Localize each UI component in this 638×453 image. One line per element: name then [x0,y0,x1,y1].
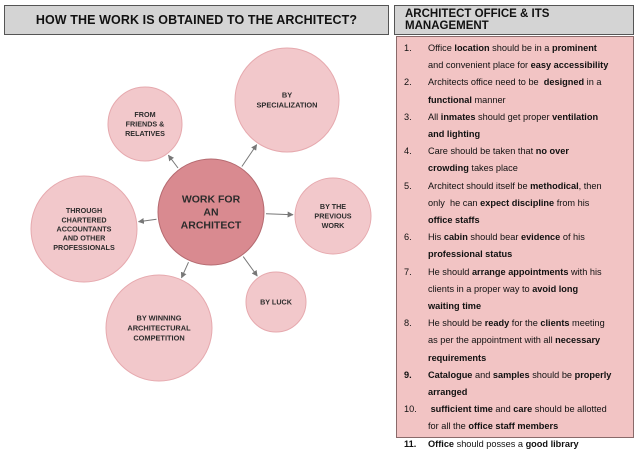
list-item-text [428,367,630,401]
plain-text: takes place [468,163,518,174]
plain-text: in a [584,77,602,88]
node-label: ARCHITECT [180,219,242,232]
list-item-line [428,436,630,453]
node-label: FRIENDS & [125,119,165,129]
list-item-line [428,418,630,435]
plain-text: of his [560,232,585,243]
node-label: ARCHITECTURAL [127,323,191,333]
node-label: THROUGH [65,206,103,216]
plain-text: and convenient place for [428,60,531,71]
emphasis-text: professional status [428,249,513,260]
emphasis-text: prominent [551,43,597,53]
list-item-line [428,40,630,57]
list-item-number: 5. [404,180,412,191]
emphasis-text: functional [428,94,472,105]
list-item-line [428,246,630,263]
plain-text: should be [529,369,575,380]
emphasis-text: arrange appointments [471,266,569,277]
list-item-line [428,315,630,332]
node-label: AND OTHER [62,233,106,243]
list-item-number: 9. [404,369,412,380]
list-item-text [428,229,630,263]
list-item [397,178,633,230]
node-friends [108,87,182,161]
arrow-specialization [242,145,257,167]
emphasis-text: methodical [530,180,579,191]
plain-text: meeting [569,318,605,329]
list-item-number: 8. [404,318,412,329]
list-item-line [428,264,630,281]
node-label: WORK [321,221,345,231]
node-label: PROFESSIONALS [53,242,115,252]
plain-text: clients in a proper way to [428,283,533,294]
node-label: BY WINNING [136,313,182,323]
plain-text: with his [568,266,602,277]
plain-text: Architect should itself be [428,180,531,191]
emphasis-text: expect discipline [480,197,555,208]
list-item [397,40,633,74]
node-specialization [235,48,339,152]
node-label: COMPETITION [133,333,185,343]
plain-text: and [492,404,514,415]
plain-text: His [428,232,444,243]
arrow-previous [266,214,293,215]
center-node [158,159,264,265]
node-luck [246,272,306,332]
list-item-line [428,178,630,195]
emphasis-text: and lighting [428,129,481,139]
list-item-number: 10. [404,404,417,415]
list-item-line [428,92,630,109]
arrow-chartered [139,219,157,221]
node-competition [106,275,212,381]
node-label: BY LUCK [260,297,292,307]
emphasis-text: location [454,43,490,53]
plain-text: Office [428,43,455,53]
plain-text: should be in a [489,43,552,53]
plain-text: Architects office need to be [428,77,544,88]
node-label: CHARTERED [61,215,107,225]
list-item-number: 2. [404,77,412,88]
list-item [397,401,633,435]
list-item [397,315,633,367]
emphasis-text: requirements [428,352,487,363]
list-item [397,109,633,143]
list-item [397,229,633,263]
arrow-luck [243,257,257,276]
plain-text: should bear [467,232,521,243]
diagram-title: HOW THE WORK IS OBTAINED TO THE ARCHITECT? [4,5,389,35]
emphasis-text: cabin [443,232,468,243]
list-item-text [428,143,630,177]
management-panel [396,36,634,449]
plain-text: should posses a [454,438,526,449]
node-label: BY THE [319,202,347,212]
emphasis-text: clients [540,318,570,329]
list-item-line [428,367,630,384]
emphasis-text: ventilation [552,111,599,122]
plain-text: , then [578,180,602,191]
node-label: RELATIVES [125,129,165,139]
list-item-line [428,384,630,401]
node-label: BY [281,90,293,100]
list-item-line [428,298,630,315]
emphasis-text: sufficient time [430,404,493,415]
plain-text: He should be [428,318,485,329]
emphasis-text: evidence [520,232,561,243]
emphasis-text: properly [574,369,612,380]
list-item-line [428,350,630,367]
list-item-number: 4. [404,146,412,157]
panel-title: ARCHITECT OFFICE & ITS MANAGEMENT [394,5,634,35]
list-item-line [428,401,630,418]
plain-text: should get proper [475,111,553,122]
node-label: ACCOUNTANTS [56,224,112,234]
list-item-line [428,160,630,177]
list-item-line [428,281,630,298]
emphasis-text: good library [525,438,579,449]
plain-text: for all the [428,421,469,432]
plain-text: manner [471,94,506,105]
node-previous [295,178,371,254]
list-item-line [428,195,630,212]
node-chartered [31,176,137,282]
list-item [397,74,633,108]
plain-text: only he can [428,197,481,208]
emphasis-text: designed [543,77,585,88]
plain-text: from his [554,197,590,208]
list-item [397,436,633,453]
plain-text: and [472,369,493,380]
emphasis-text: avoid long [532,283,579,294]
list-item [397,143,633,177]
plain-text: as per the appointment with all [428,335,556,346]
list-item-text [428,109,630,143]
emphasis-text: office staff members [468,421,559,432]
list-item-number: 11. [404,438,417,449]
emphasis-text: easy accessibility [530,60,609,71]
emphasis-text: Office [428,438,455,449]
list-item-line [428,229,630,246]
emphasis-text: necessary [555,335,601,346]
node-label: AN [203,206,219,219]
list-item-line [428,332,630,349]
list-item-number: 3. [404,111,412,122]
list-item-text [428,315,630,367]
list-item-line [428,57,630,74]
list-item-line [428,143,630,160]
list-item-line [428,74,630,91]
plain-text: for the [509,318,541,329]
plain-text: All [428,111,441,122]
emphasis-text: care [513,404,533,415]
emphasis-text: arranged [428,387,468,397]
node-label: FROM [134,110,156,120]
arrow-competition [181,262,188,278]
list-item-number: 6. [404,232,412,243]
list-item-text [428,74,630,108]
plain-text: should be allotted [532,404,607,415]
emphasis-text: no over [535,146,569,157]
emphasis-text: waiting time [428,301,482,311]
emphasis-text: inmates [440,111,476,122]
list-item-line [428,212,630,229]
emphasis-text: ready [484,318,510,329]
list-item-text [428,178,630,230]
list-item [397,367,633,401]
plain-text: He should [428,266,472,277]
list-item-number: 1. [404,43,412,53]
list-item-text [428,436,630,453]
emphasis-text: samples [492,369,530,380]
list-item-text [428,264,630,316]
list-item-line [428,109,630,126]
list-item-number: 7. [404,266,412,277]
arrow-friends [168,155,178,168]
emphasis-text: Catalogue [428,369,473,380]
emphasis-text: crowding [428,163,469,174]
node-label: WORK FOR [181,193,241,206]
node-label: SPECIALIZATION [256,100,318,110]
list-item-text [428,40,630,74]
plain-text: Care should be taken that [428,146,536,157]
node-label: PREVIOUS [314,211,352,221]
emphasis-text: office staffs [428,215,480,225]
list-item [397,264,633,316]
list-item-line [428,126,630,143]
list-item-text [428,401,630,435]
